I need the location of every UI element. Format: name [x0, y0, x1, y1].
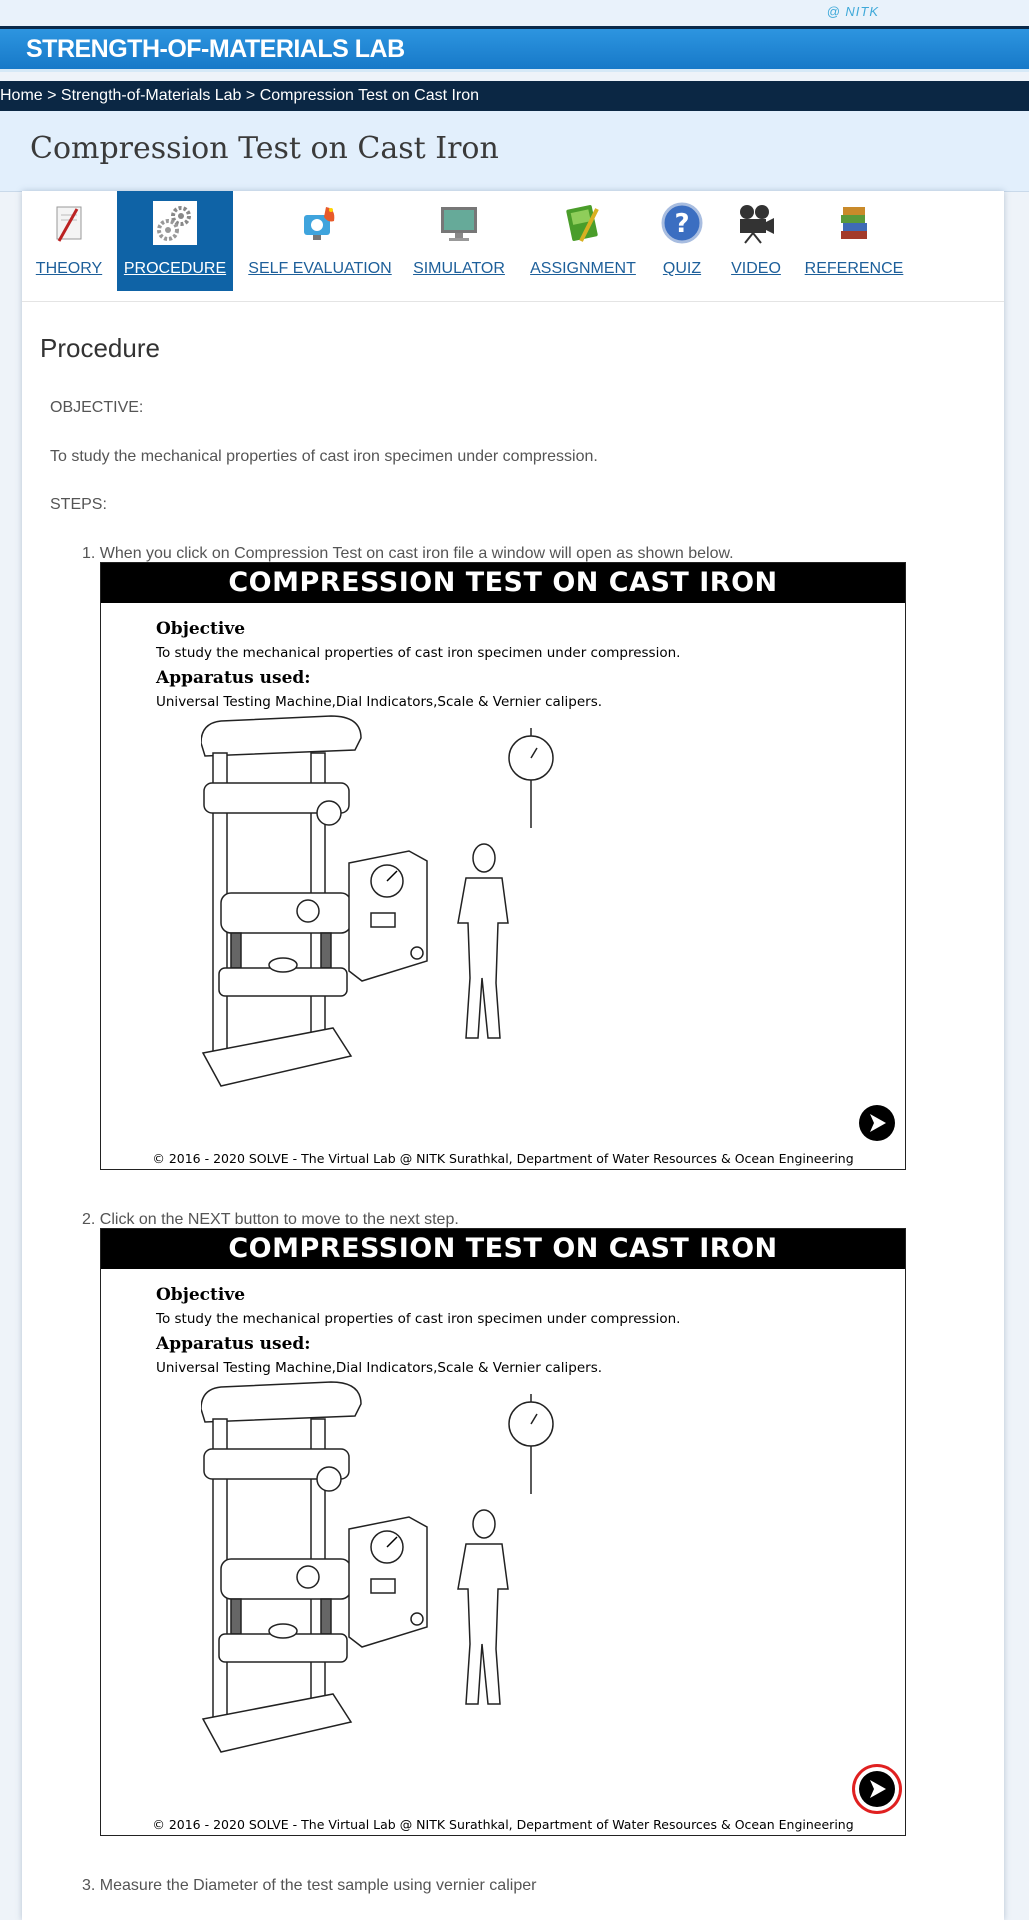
tab-quiz[interactable] — [656, 191, 708, 291]
figure-apparatus-heading: Apparatus used: — [156, 668, 311, 688]
figure-copyright: © 2016 - 2020 SOLVE - The Virtual Lab @ NITK Surathkal, Department of Water Resources & Ocean Engineering — [152, 1151, 854, 1166]
next-button[interactable] — [859, 1105, 895, 1141]
tab-self-evaluation[interactable] — [246, 191, 394, 291]
gears-icon — [153, 201, 197, 245]
figure-apparatus-text: Universal Testing Machine,Dial Indicators,Scale & Vernier calipers. — [156, 694, 603, 710]
tab-label: QUIZ — [662, 260, 702, 277]
green-book-pencil-icon — [561, 201, 605, 245]
breadcrumb-current: Compression Test on Cast Iron — [259, 87, 480, 104]
objective-label: OBJECTIVE: — [50, 399, 144, 416]
breadcrumb-home[interactable]: Home — [0, 87, 43, 104]
figure-objective-text: To study the mechanical properties of cast iron specimen under compression. — [156, 645, 681, 661]
simulator-screenshot-2 — [100, 1228, 906, 1836]
next-button-highlighted[interactable] — [859, 1771, 895, 1807]
pencil-paper-icon — [47, 201, 91, 245]
figure-apparatus-text: Universal Testing Machine,Dial Indicators,Scale & Vernier calipers. — [156, 1360, 603, 1376]
film-camera-icon — [734, 201, 778, 245]
tab-label: REFERENCE — [804, 260, 904, 277]
tab-label: THEORY — [35, 260, 103, 277]
tab-label: VIDEO — [731, 260, 781, 277]
figure-apparatus-heading: Apparatus used: — [156, 1334, 311, 1354]
site-logo[interactable]: @ NITK — [826, 4, 879, 19]
objective-text: To study the mechanical properties of cast iron specimen under compression. — [50, 448, 598, 465]
simulator-screenshot-1 — [100, 562, 906, 1170]
lab-title[interactable]: STRENGTH-OF-MATERIALS LAB — [26, 35, 405, 63]
steps-label: STEPS: — [50, 496, 107, 513]
tab-assignment[interactable] — [525, 191, 641, 291]
breadcrumb-separator: > — [241, 87, 260, 104]
figure-objective-text: To study the mechanical properties of cast iron specimen under compression. — [156, 1311, 681, 1327]
breadcrumb — [0, 81, 1029, 111]
figure-copyright: © 2016 - 2020 SOLVE - The Virtual Lab @ NITK Surathkal, Department of Water Resources & Ocean Engineering — [152, 1817, 854, 1832]
step-2: 2. Click on the NEXT button to move to the next step. — [82, 1211, 459, 1228]
tab-procedure[interactable] — [117, 191, 233, 291]
top-strip — [0, 0, 1029, 29]
tab-theory[interactable] — [32, 191, 106, 291]
tab-label: PROCEDURE — [123, 260, 227, 277]
tab-label: SIMULATOR — [413, 260, 505, 277]
page-title: Compression Test on Cast Iron — [30, 131, 499, 166]
content-panel — [22, 191, 1004, 1920]
utm-machine-illustration — [201, 713, 621, 1103]
breadcrumb-separator: > — [42, 87, 61, 104]
arrow-right-icon — [859, 1105, 895, 1141]
monitor-parrot-icon — [298, 201, 342, 245]
question-icon — [660, 201, 704, 245]
tab-reference[interactable] — [802, 191, 906, 291]
tab-label: ASSIGNMENT — [530, 260, 636, 277]
figure-banner: COMPRESSION TEST ON CAST IRON — [101, 563, 905, 603]
tab-simulator[interactable] — [409, 191, 509, 291]
figure-banner: COMPRESSION TEST ON CAST IRON — [101, 1229, 905, 1269]
tab-video[interactable] — [725, 191, 787, 291]
utm-machine-illustration — [201, 1379, 621, 1769]
monitor-icon — [437, 201, 481, 245]
figure-objective-heading: Objective — [156, 619, 246, 639]
figure-objective-heading: Objective — [156, 1285, 246, 1305]
svg-text:?: ? — [674, 209, 690, 239]
step-1: 1. When you click on Compression Test on cast iron file a window will open as shown below. — [82, 545, 734, 562]
breadcrumb-lab[interactable]: Strength-of-Materials Lab — [60, 87, 242, 104]
tab-label: SELF EVALUATION — [248, 260, 392, 277]
lab-header-bar — [0, 29, 1029, 72]
books-icon — [832, 201, 876, 245]
arrow-right-icon — [859, 1771, 895, 1807]
page-title-bar — [0, 111, 1029, 192]
experiment-tabs — [22, 191, 1004, 302]
section-heading: Procedure — [40, 333, 160, 363]
step-3: 3. Measure the Diameter of the test sample using vernier caliper — [82, 1877, 537, 1894]
